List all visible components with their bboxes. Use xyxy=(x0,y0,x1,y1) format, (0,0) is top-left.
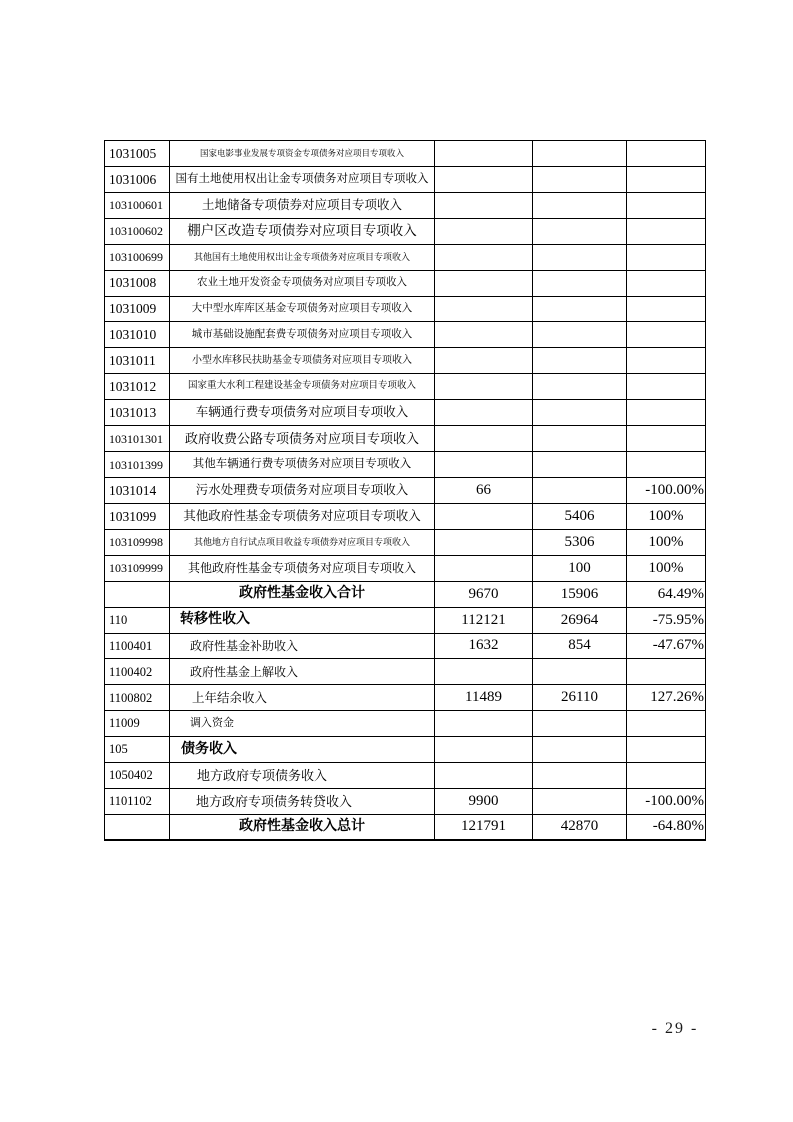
percent-change-cell: 100% xyxy=(627,530,706,556)
amount-col1-cell: 121791 xyxy=(435,815,533,841)
amount-col2-cell xyxy=(533,711,627,737)
amount-col2-cell xyxy=(533,452,627,478)
table-row xyxy=(105,711,706,737)
amount-col1-cell xyxy=(435,426,533,452)
amount-col1-cell xyxy=(435,556,533,582)
percent-change-cell xyxy=(627,322,706,348)
table-row xyxy=(105,789,706,815)
amount-col2-cell: 26964 xyxy=(533,608,627,634)
percent-change-cell: 100% xyxy=(627,504,706,530)
amount-col1-cell xyxy=(435,271,533,297)
name-cell: 农业土地开发资金专项债务对应项目专项收入 xyxy=(170,271,435,297)
name-cell: 上年结余收入 xyxy=(170,685,435,711)
amount-col1-cell xyxy=(435,374,533,400)
table-row xyxy=(105,737,706,763)
name-cell: 政府性基金上解收入 xyxy=(170,659,435,685)
percent-change-cell: -75.95% xyxy=(627,608,706,634)
name-cell: 国家重大水利工程建设基金专项债务对应项目专项收入 xyxy=(170,374,435,400)
budget-table xyxy=(104,140,706,841)
code-cell: 103100699 xyxy=(105,245,170,271)
amount-col2-cell xyxy=(533,374,627,400)
name-cell: 土地储备专项债券对应项目专项收入 xyxy=(170,193,435,219)
percent-change-cell: -100.00% xyxy=(627,789,706,815)
name-cell: 其他政府性基金专项债务对应项目专项收入 xyxy=(170,556,435,582)
percent-change-cell xyxy=(627,271,706,297)
table-row xyxy=(105,297,706,323)
amount-col1-cell xyxy=(435,737,533,763)
table-row xyxy=(105,400,706,426)
code-cell: 1031009 xyxy=(105,297,170,323)
code-cell: 1031099 xyxy=(105,504,170,530)
amount-col1-cell: 11489 xyxy=(435,685,533,711)
percent-change-cell xyxy=(627,452,706,478)
amount-col1-cell xyxy=(435,322,533,348)
table-row xyxy=(105,530,706,556)
percent-change-cell: -100.00% xyxy=(627,478,706,504)
table-row xyxy=(105,374,706,400)
code-cell: 1100802 xyxy=(105,685,170,711)
amount-col1-cell xyxy=(435,297,533,323)
percent-change-cell: 127.26% xyxy=(627,685,706,711)
percent-change-cell xyxy=(627,348,706,374)
code-cell: 103100601 xyxy=(105,193,170,219)
amount-col1-cell: 9670 xyxy=(435,582,533,608)
amount-col2-cell xyxy=(533,167,627,193)
name-cell: 政府收费公路专项债务对应项目专项收入 xyxy=(170,426,435,452)
amount-col2-cell xyxy=(533,322,627,348)
percent-change-cell xyxy=(627,426,706,452)
table-row xyxy=(105,478,706,504)
amount-col1-cell: 66 xyxy=(435,478,533,504)
table-row xyxy=(105,167,706,193)
amount-col2-cell xyxy=(533,245,627,271)
amount-col1-cell xyxy=(435,763,533,789)
name-cell: 小型水库移民扶助基金专项债务对应项目专项收入 xyxy=(170,348,435,374)
amount-col2-cell: 26110 xyxy=(533,685,627,711)
percent-change-cell xyxy=(627,374,706,400)
amount-col1-cell xyxy=(435,141,533,167)
name-cell: 其他政府性基金专项债务对应项目专项收入 xyxy=(170,504,435,530)
amount-col1-cell xyxy=(435,504,533,530)
code-cell xyxy=(105,582,170,608)
amount-col1-cell xyxy=(435,219,533,245)
amount-col2-cell xyxy=(533,763,627,789)
name-cell: 调入资金 xyxy=(170,711,435,737)
amount-col1-cell: 112121 xyxy=(435,608,533,634)
amount-col1-cell xyxy=(435,167,533,193)
name-cell: 债务收入 xyxy=(170,737,435,763)
code-cell: 11009 xyxy=(105,711,170,737)
code-cell: 103100602 xyxy=(105,219,170,245)
code-cell: 1031006 xyxy=(105,167,170,193)
percent-change-cell xyxy=(627,711,706,737)
percent-change-cell: 100% xyxy=(627,556,706,582)
name-cell: 政府性基金收入合计 xyxy=(170,582,435,608)
table-row xyxy=(105,763,706,789)
amount-col2-cell xyxy=(533,271,627,297)
percent-change-cell xyxy=(627,219,706,245)
code-cell: 105 xyxy=(105,737,170,763)
name-cell: 其他国有土地使用权出让金专项债务对应项目专项收入 xyxy=(170,245,435,271)
amount-col2-cell: 15906 xyxy=(533,582,627,608)
amount-col2-cell xyxy=(533,193,627,219)
percent-change-cell xyxy=(627,193,706,219)
amount-col2-cell xyxy=(533,478,627,504)
amount-col1-cell xyxy=(435,193,533,219)
code-cell: 1031010 xyxy=(105,322,170,348)
amount-col1-cell xyxy=(435,530,533,556)
code-cell: 110 xyxy=(105,608,170,634)
amount-col2-cell xyxy=(533,789,627,815)
code-cell: 1031014 xyxy=(105,478,170,504)
table-row xyxy=(105,141,706,167)
table-row xyxy=(105,426,706,452)
table-row xyxy=(105,634,706,660)
code-cell: 1100402 xyxy=(105,659,170,685)
table-row xyxy=(105,452,706,478)
amount-col2-cell xyxy=(533,219,627,245)
code-cell: 103109998 xyxy=(105,530,170,556)
code-cell: 1031008 xyxy=(105,271,170,297)
table-row xyxy=(105,582,706,608)
code-cell: 1031011 xyxy=(105,348,170,374)
amount-col2-cell xyxy=(533,400,627,426)
name-cell: 城市基础设施配套费专项债务对应项目专项收入 xyxy=(170,322,435,348)
amount-col2-cell: 100 xyxy=(533,556,627,582)
amount-col2-cell xyxy=(533,141,627,167)
percent-change-cell xyxy=(627,659,706,685)
amount-col2-cell: 854 xyxy=(533,634,627,660)
page-number: - 29 - xyxy=(651,1020,699,1037)
amount-col2-cell xyxy=(533,297,627,323)
amount-col1-cell xyxy=(435,659,533,685)
percent-change-cell xyxy=(627,297,706,323)
name-cell: 国有土地使用权出让金专项债务对应项目专项收入 xyxy=(170,167,435,193)
name-cell: 其他地方自行试点项目收益专项债券对应项目专项收入 xyxy=(170,530,435,556)
table-row xyxy=(105,348,706,374)
percent-change-cell xyxy=(627,737,706,763)
amount-col2-cell xyxy=(533,659,627,685)
amount-col2-cell xyxy=(533,426,627,452)
code-cell: 1101102 xyxy=(105,789,170,815)
percent-change-cell: -47.67% xyxy=(627,634,706,660)
table-row xyxy=(105,685,706,711)
amount-col1-cell xyxy=(435,400,533,426)
percent-change-cell xyxy=(627,763,706,789)
table-row xyxy=(105,556,706,582)
percent-change-cell: 64.49% xyxy=(627,582,706,608)
percent-change-cell: -64.80% xyxy=(627,815,706,841)
amount-col2-cell: 5406 xyxy=(533,504,627,530)
name-cell: 污水处理费专项债务对应项目专项收入 xyxy=(170,478,435,504)
table-row xyxy=(105,219,706,245)
amount-col1-cell: 9900 xyxy=(435,789,533,815)
name-cell: 大中型水库库区基金专项债务对应项目专项收入 xyxy=(170,297,435,323)
table-row xyxy=(105,322,706,348)
name-cell: 地方政府专项债务转贷收入 xyxy=(170,789,435,815)
code-cell xyxy=(105,815,170,841)
name-cell: 转移性收入 xyxy=(170,608,435,634)
percent-change-cell xyxy=(627,245,706,271)
percent-change-cell xyxy=(627,167,706,193)
amount-col1-cell xyxy=(435,711,533,737)
amount-col1-cell: 1632 xyxy=(435,634,533,660)
code-cell: 1050402 xyxy=(105,763,170,789)
amount-col2-cell: 42870 xyxy=(533,815,627,841)
code-cell: 103101399 xyxy=(105,452,170,478)
table-row xyxy=(105,245,706,271)
name-cell: 地方政府专项债务收入 xyxy=(170,763,435,789)
amount-col1-cell xyxy=(435,348,533,374)
table-row xyxy=(105,504,706,530)
name-cell: 棚户区改造专项债券对应项目专项收入 xyxy=(170,219,435,245)
name-cell: 国家电影事业发展专项资金专项债务对应项目专项收入 xyxy=(170,141,435,167)
name-cell: 政府性基金补助收入 xyxy=(170,634,435,660)
code-cell: 1031012 xyxy=(105,374,170,400)
table-row xyxy=(105,608,706,634)
code-cell: 1100401 xyxy=(105,634,170,660)
amount-col1-cell xyxy=(435,452,533,478)
code-cell: 1031005 xyxy=(105,141,170,167)
amount-col1-cell xyxy=(435,245,533,271)
name-cell: 政府性基金收入总计 xyxy=(170,815,435,841)
name-cell: 其他车辆通行费专项债务对应项目专项收入 xyxy=(170,452,435,478)
amount-col2-cell xyxy=(533,737,627,763)
name-cell: 车辆通行费专项债务对应项目专项收入 xyxy=(170,400,435,426)
table-row xyxy=(105,193,706,219)
percent-change-cell xyxy=(627,141,706,167)
amount-col2-cell: 5306 xyxy=(533,530,627,556)
amount-col2-cell xyxy=(533,348,627,374)
percent-change-cell xyxy=(627,400,706,426)
code-cell: 103109999 xyxy=(105,556,170,582)
table-row xyxy=(105,659,706,685)
code-cell: 103101301 xyxy=(105,426,170,452)
table-row xyxy=(105,271,706,297)
table-row xyxy=(105,815,706,841)
code-cell: 1031013 xyxy=(105,400,170,426)
